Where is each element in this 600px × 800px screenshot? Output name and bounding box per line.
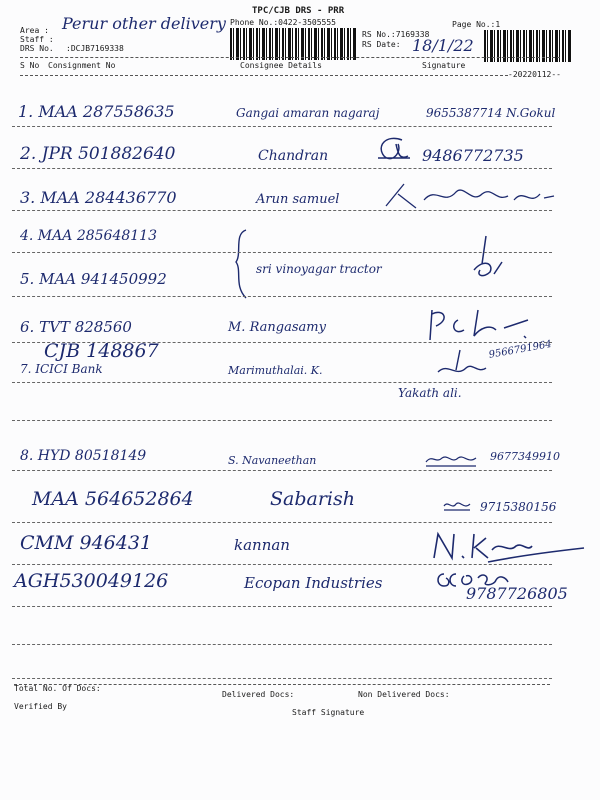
- consignee-1: Gangai amaran nagaraj: [236, 106, 380, 120]
- delivered-docs-label: Delivered Docs:: [222, 690, 295, 699]
- note-7: 9566791964: [488, 338, 553, 361]
- note-9: 9715380156: [480, 500, 557, 514]
- consignee-5: sri vinoyagar tractor: [256, 262, 382, 276]
- bracket-mark: [228, 228, 252, 300]
- signature-6: [424, 306, 534, 346]
- consignment-9: MAA 564652864: [32, 488, 194, 510]
- consignment-6: 6. TVT 828560: [20, 318, 132, 336]
- consignment-11: AGH530049126: [14, 570, 169, 592]
- rs-number: RS No.:7169338: [362, 30, 430, 39]
- consignment-10: CMM 946431: [20, 532, 153, 554]
- consignee-10: kannan: [234, 536, 290, 554]
- verified-by-label: Verified By: [14, 702, 67, 711]
- consignment-8: 8. HYD 80518149: [20, 448, 147, 464]
- row-line: [12, 644, 552, 645]
- rs-date-value: 18/1/22: [412, 36, 474, 55]
- consignee-2: Chandran: [258, 148, 329, 164]
- note-2: 9486772735: [422, 146, 524, 165]
- row-line: [12, 296, 552, 297]
- signature-8: [424, 450, 480, 468]
- row-line: [12, 470, 552, 471]
- consignment-5: 5. MAA 941450992: [20, 270, 167, 288]
- total-docs-label: Total No. Of Docs:: [14, 684, 101, 693]
- note-11: 9787726805: [466, 584, 568, 603]
- note-7b: Yakath ali.: [398, 386, 462, 400]
- signature-4: [464, 234, 504, 284]
- col-sno: S No: [20, 61, 40, 70]
- row-line: [12, 606, 552, 607]
- header-divider: [20, 57, 560, 58]
- row-line: [12, 382, 552, 383]
- staff-label: Staff :: [20, 35, 54, 44]
- consignee-3: Arun samuel: [256, 192, 340, 207]
- consignment-3: 3. MAA 284436770: [20, 188, 177, 207]
- consignee-11: Ecopan Industries: [244, 574, 383, 592]
- consignee-8: S. Navaneethan: [228, 454, 317, 467]
- signature-10: [428, 528, 588, 564]
- area-value: Perur other delivery: [62, 14, 226, 33]
- form-title: TPC/CJB DRS - PRR: [252, 6, 345, 16]
- row-line: [12, 420, 552, 421]
- note-8: 9677349910: [490, 450, 560, 463]
- row-line: [12, 210, 552, 211]
- consignment-2: 2. JPR 501882640: [20, 144, 176, 164]
- col-consignee: Consignee Details: [240, 61, 322, 70]
- drs-label: DRS No.: [20, 44, 54, 53]
- drs-value: :DCJB7169338: [66, 44, 124, 53]
- rs-date-label: RS Date:: [362, 40, 401, 49]
- signature-7: [432, 348, 490, 384]
- consignee-7: Marimuthalai. K.: [228, 364, 323, 377]
- col-consignment: Consignment No: [48, 61, 116, 70]
- area-label: Area :: [20, 26, 49, 35]
- phone-number: Phone No.:0422-3505555: [230, 18, 336, 27]
- signature-9: [442, 498, 472, 514]
- staff-signature-label: Staff Signature: [292, 708, 365, 717]
- page-number: Page No.:1: [452, 20, 501, 29]
- consignee-6: M. Rangasamy: [228, 320, 326, 335]
- row-line: [12, 168, 552, 169]
- consignment-6b: CJB 148867: [44, 340, 159, 362]
- non-delivered-docs-label: Non Delivered Docs:: [358, 690, 450, 699]
- date-stamp: -20220112--: [508, 70, 561, 79]
- barcode-left: [230, 28, 356, 60]
- row-line: [12, 678, 552, 679]
- row-line: [12, 522, 552, 523]
- row-line: [12, 252, 552, 253]
- row-line: [12, 564, 552, 565]
- consignment-7: 7. ICICI Bank: [20, 362, 103, 376]
- consignee-9: Sabarish: [270, 488, 355, 510]
- column-divider: [20, 75, 508, 76]
- note-1: 9655387714 N.Gokul: [426, 106, 556, 120]
- signature-2: [372, 134, 412, 166]
- consignment-1: 1. MAA 287558635: [18, 102, 175, 121]
- col-signature: Signature: [422, 61, 466, 70]
- consignment-4: 4. MAA 285648113: [20, 228, 157, 244]
- row-line: [12, 126, 552, 127]
